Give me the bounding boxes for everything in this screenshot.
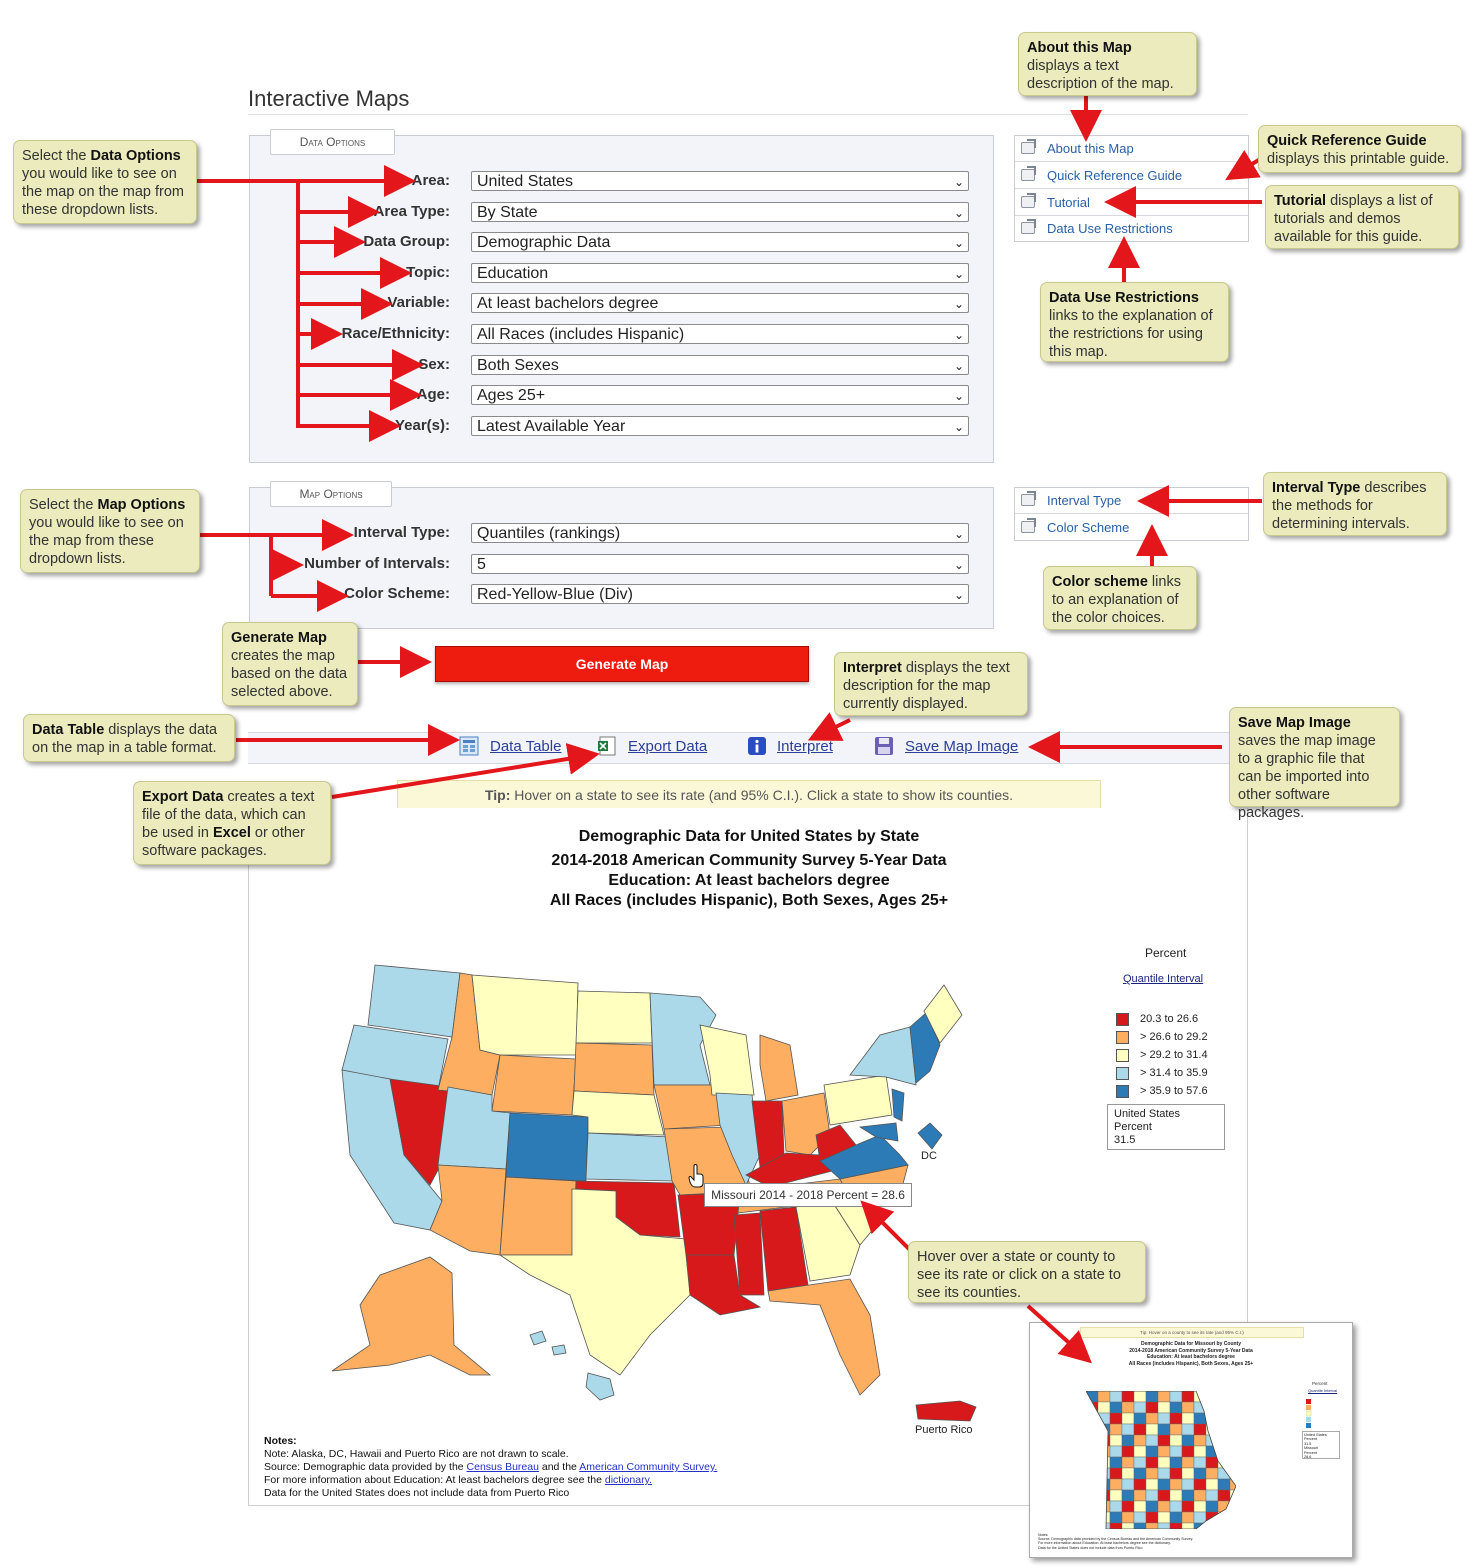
option-label: Sex:: [418, 355, 450, 373]
county-cell[interactable]: [1122, 1402, 1134, 1413]
county-cell[interactable]: [1218, 1490, 1230, 1501]
county-cell[interactable]: [1182, 1413, 1194, 1424]
callout-map-options: Select the Map Options you would like to see on the map from these dropdown lists.: [20, 489, 200, 573]
missouri-county-map[interactable]: [1086, 1391, 1236, 1529]
chevron-down-icon: ⌄: [953, 389, 964, 404]
map-options-legend: Map Options: [270, 481, 392, 507]
county-cell[interactable]: [1146, 1512, 1158, 1523]
share-icon: [1021, 169, 1035, 181]
county-cell[interactable]: [1182, 1446, 1194, 1457]
county-cell[interactable]: [1230, 1402, 1236, 1413]
census-bureau-link[interactable]: Census Bureau: [466, 1461, 539, 1473]
state-south-dakota: [574, 1043, 654, 1095]
callout-quick-reference: Quick Reference Guide displays this printable guide.: [1258, 125, 1462, 173]
county-cell[interactable]: [1206, 1435, 1218, 1446]
county-cell[interactable]: [1122, 1435, 1134, 1446]
county-cell[interactable]: [1194, 1512, 1206, 1523]
county-cell[interactable]: [1110, 1490, 1122, 1501]
county-cell[interactable]: [1134, 1402, 1146, 1413]
option-select[interactable]: At least bachelors degree ⌄: [471, 293, 969, 313]
county-cell[interactable]: [1182, 1512, 1194, 1523]
county-cell[interactable]: [1218, 1413, 1230, 1424]
option-select[interactable]: Red-Yellow-Blue (Div) ⌄: [471, 584, 969, 604]
share-icon: [1021, 196, 1035, 208]
county-cell[interactable]: [1110, 1446, 1122, 1457]
option-label: Race/Ethnicity:: [341, 325, 450, 342]
dictionary-link[interactable]: dictionary.: [604, 1474, 652, 1486]
option-label: Color Scheme:: [344, 585, 450, 602]
hand-cursor-icon: [688, 1164, 706, 1188]
county-cell[interactable]: [1182, 1435, 1194, 1446]
county-cell[interactable]: [1098, 1457, 1110, 1468]
county-cell[interactable]: [1110, 1468, 1122, 1479]
county-cell[interactable]: [1086, 1479, 1098, 1490]
county-cell[interactable]: [1110, 1523, 1122, 1529]
county-cell[interactable]: [1098, 1391, 1110, 1402]
county-cell[interactable]: [1230, 1424, 1236, 1435]
chevron-down-icon: ⌄: [953, 527, 964, 541]
county-cell[interactable]: [1218, 1424, 1230, 1435]
chevron-down-icon: ⌄: [953, 266, 964, 281]
callout-data-options: Select the Data Options you would like to see on the map on the map from these dropdown lists.: [13, 140, 197, 224]
county-cell[interactable]: [1146, 1402, 1158, 1413]
county-cell[interactable]: [1170, 1435, 1182, 1446]
map-title-line-4: All Races (includes Hispanic), Both Sexes, Ages 25+: [549, 892, 949, 909]
county-cell[interactable]: [1218, 1402, 1230, 1413]
county-cell[interactable]: [1122, 1501, 1134, 1512]
callout-data-use: Data Use Restrictions links to the explanation of the restrictions for using this map.: [1040, 282, 1229, 362]
county-cell[interactable]: [1158, 1523, 1170, 1529]
county-cell[interactable]: [1194, 1501, 1206, 1512]
option-label: Age:: [416, 386, 450, 404]
county-cell[interactable]: [1110, 1501, 1122, 1512]
data-links-box: [1014, 135, 1249, 242]
county-cell[interactable]: [1098, 1468, 1110, 1479]
county-cell[interactable]: [1158, 1402, 1170, 1413]
county-cell[interactable]: [1182, 1457, 1194, 1468]
option-select[interactable]: Education ⌄: [471, 263, 969, 283]
county-cell[interactable]: [1194, 1457, 1206, 1468]
county-cell[interactable]: [1182, 1402, 1194, 1413]
state-new-york: [850, 1027, 916, 1085]
data-table-link[interactable]: Data Table: [490, 738, 562, 755]
county-cell[interactable]: [1146, 1490, 1158, 1501]
county-cell[interactable]: [1146, 1391, 1158, 1402]
county-cell[interactable]: [1122, 1523, 1134, 1529]
county-cell[interactable]: [1170, 1523, 1182, 1529]
county-cell[interactable]: [1134, 1523, 1146, 1529]
county-cell[interactable]: [1158, 1490, 1170, 1501]
option-label: Area Type:: [373, 202, 450, 220]
county-cell[interactable]: [1230, 1435, 1236, 1446]
option-select[interactable]: United States ⌄: [471, 171, 969, 191]
county-cell[interactable]: [1230, 1512, 1236, 1523]
county-cell[interactable]: [1098, 1446, 1110, 1457]
county-cell[interactable]: [1110, 1424, 1122, 1435]
county-cell[interactable]: [1182, 1479, 1194, 1490]
map-title-line-1: Demographic Data for United States by State: [578, 828, 920, 845]
excel-icon[interactable]: [597, 736, 617, 756]
county-cell[interactable]: [1122, 1457, 1134, 1468]
data-options-legend: Data Options: [270, 129, 395, 155]
option-select[interactable]: Both Sexes ⌄: [471, 355, 969, 375]
table-icon[interactable]: [459, 736, 479, 756]
county-cell[interactable]: [1098, 1413, 1110, 1424]
county-cell[interactable]: [1158, 1512, 1170, 1523]
county-cell[interactable]: [1086, 1490, 1098, 1501]
state-dc: [918, 1123, 942, 1149]
share-icon: [1021, 142, 1035, 154]
county-cell[interactable]: [1086, 1457, 1098, 1468]
county-cell[interactable]: [1170, 1446, 1182, 1457]
county-cell[interactable]: [1230, 1468, 1236, 1479]
county-cell[interactable]: [1122, 1391, 1134, 1402]
option-label: Year(s):: [394, 416, 450, 434]
callout-generate-map: Generate Map creates the map based on the data selected above.: [222, 622, 358, 706]
callout-about-map: About this Map displays a text description of the map.: [1018, 32, 1197, 96]
county-cell[interactable]: [1134, 1512, 1146, 1523]
county-cell[interactable]: [1122, 1413, 1134, 1424]
county-cell[interactable]: [1146, 1435, 1158, 1446]
county-cell[interactable]: [1086, 1435, 1098, 1446]
county-cell[interactable]: [1122, 1468, 1134, 1479]
map-notes: Notes: Note: Alaska, DC, Hawaii and Puerto Rico are not drawn to scale. Source: Demographic data provided by the Census Bureau and the American Community Survey. For more information about Education: At least bachelors degree see the dictionary. Data for the United States does not include data from Puerto Rico: [264, 1435, 718, 1499]
county-cell[interactable]: [1146, 1413, 1158, 1424]
county-cell[interactable]: [1134, 1413, 1146, 1424]
county-cell[interactable]: [1230, 1413, 1236, 1424]
callout-interpret: Interpret displays the text description for the map currently displayed.: [834, 652, 1028, 716]
county-cell[interactable]: [1122, 1512, 1134, 1523]
county-cell[interactable]: [1194, 1468, 1206, 1479]
county-cell[interactable]: [1122, 1424, 1134, 1435]
state-new-jersey: [892, 1089, 904, 1121]
title-divider: [248, 114, 1248, 115]
state-michigan: [760, 1035, 798, 1101]
chevron-down-icon: ⌄: [953, 358, 964, 373]
county-cell[interactable]: [1170, 1391, 1182, 1402]
county-cell[interactable]: [1182, 1523, 1194, 1529]
tutorial-link[interactable]: Tutorial: [1015, 190, 1248, 216]
callout-color-scheme: Color scheme links to an explanation of the color choices.: [1043, 566, 1197, 630]
county-cell[interactable]: [1086, 1446, 1098, 1457]
county-cell[interactable]: [1086, 1424, 1098, 1435]
color-scheme-link[interactable]: Color Scheme: [1015, 515, 1248, 541]
state-arizona: [430, 1165, 506, 1255]
county-cell[interactable]: [1194, 1490, 1206, 1501]
legend-title: Percent: [1145, 946, 1187, 960]
county-cell[interactable]: [1170, 1490, 1182, 1501]
county-cell[interactable]: [1194, 1424, 1206, 1435]
option-label: Area:: [411, 172, 450, 189]
option-select[interactable]: Quantiles (rankings) ⌄: [471, 523, 969, 543]
county-cell[interactable]: [1146, 1468, 1158, 1479]
county-cell[interactable]: [1194, 1435, 1206, 1446]
legend-swatch: [1116, 1013, 1129, 1026]
state-montana: [472, 975, 578, 1055]
state-tooltip: Missouri 2014 - 2018 Percent = 28.6: [704, 1183, 912, 1207]
county-cell[interactable]: [1206, 1501, 1218, 1512]
county-cell[interactable]: [1230, 1457, 1236, 1468]
county-cell[interactable]: [1146, 1424, 1158, 1435]
map-title-line-2: 2014-2018 American Community Survey 5-Year Data: [551, 852, 947, 869]
chevron-down-icon: ⌄: [953, 328, 964, 342]
county-cell[interactable]: [1230, 1446, 1236, 1457]
chevron-down-icon: ⌄: [953, 297, 964, 312]
county-cell[interactable]: [1134, 1435, 1146, 1446]
county-cell[interactable]: [1182, 1391, 1194, 1402]
county-cell[interactable]: [1134, 1501, 1146, 1512]
share-icon: [1021, 521, 1035, 533]
county-cell[interactable]: [1134, 1391, 1146, 1402]
option-select[interactable]: All Races (includes Hispanic) ⌄: [471, 324, 969, 344]
legend-swatch: [1116, 1049, 1129, 1062]
info-icon[interactable]: [747, 736, 767, 756]
chevron-down-icon: ⌄: [953, 419, 964, 434]
county-cell[interactable]: [1158, 1413, 1170, 1424]
option-label: Topic:: [406, 263, 450, 281]
county-cell[interactable]: [1122, 1479, 1134, 1490]
county-cell[interactable]: [1134, 1479, 1146, 1490]
county-cell[interactable]: [1146, 1446, 1158, 1457]
county-cell[interactable]: [1086, 1391, 1098, 1402]
county-cell[interactable]: [1098, 1402, 1110, 1413]
legend-swatch: [1116, 1067, 1129, 1080]
state-kansas: [586, 1133, 672, 1181]
county-cell[interactable]: [1194, 1446, 1206, 1457]
county-cell[interactable]: [1182, 1490, 1194, 1501]
county-cell[interactable]: [1098, 1479, 1110, 1490]
county-cell[interactable]: [1230, 1391, 1236, 1402]
share-icon: [1021, 494, 1035, 506]
county-cell[interactable]: [1098, 1501, 1110, 1512]
county-cell[interactable]: [1158, 1468, 1170, 1479]
county-cell[interactable]: [1146, 1501, 1158, 1512]
county-cell[interactable]: [1086, 1468, 1098, 1479]
county-cell[interactable]: [1206, 1523, 1218, 1529]
county-cell[interactable]: [1134, 1490, 1146, 1501]
option-label: Data Group:: [363, 233, 450, 251]
missouri-county-thumbnail: Tip: Hover on a county to see its rate (and 95% C.I.) Demographic Data for Missouri by County 2014-2018 American Community Survey 5-Year Data Education: At least bachelors degree All Races (includes Hispanic), Both Sexes, Ages 25+ Percent Quantile Interval United States Percent 31.5 Missouri Percent 28.6 Notes: Source: Demographic data provided by the Census Bureau and the American Community Survey. For more information about Education: At least bachelors degree see the dictionary. Data for the United States does not include data from Puerto Rico: [1029, 1322, 1353, 1558]
county-cell[interactable]: [1218, 1446, 1230, 1457]
puerto-rico-label: Puerto Rico: [915, 1424, 973, 1436]
chevron-down-icon: ⌄: [953, 557, 964, 572]
thumbnail-title: Demographic Data for Missouri by County 2014-2018 American Community Survey 5-Year Data Education: At least bachelors degree All Races (includes Hispanic), Both Sexes, Ages 25+: [1128, 1341, 1254, 1367]
county-cell[interactable]: [1218, 1479, 1230, 1490]
callout-tutorial: Tutorial displays a list of tutorials and demos available for this guide.: [1265, 185, 1459, 249]
county-cell[interactable]: [1098, 1490, 1110, 1501]
county-cell[interactable]: [1122, 1490, 1134, 1501]
floppy-disk-icon[interactable]: [874, 736, 894, 756]
legend-swatch: [1116, 1085, 1129, 1098]
data-use-restrictions-link[interactable]: Data Use Restrictions: [1015, 216, 1248, 242]
county-cell[interactable]: [1206, 1413, 1218, 1424]
county-cell[interactable]: [1230, 1501, 1236, 1512]
county-cell[interactable]: [1218, 1457, 1230, 1468]
callout-save-image: Save Map Image saves the map image to a graphic file that can be imported into other software packages.: [1229, 707, 1400, 807]
county-cell[interactable]: [1206, 1457, 1218, 1468]
county-cell[interactable]: [1086, 1501, 1098, 1512]
county-cell[interactable]: [1170, 1501, 1182, 1512]
quick-reference-link[interactable]: Quick Reference Guide: [1015, 163, 1248, 189]
thumbnail-rate-box: United States Percent 31.5 Missouri Percent 28.6: [1302, 1431, 1340, 1459]
county-cell[interactable]: [1206, 1391, 1218, 1402]
callout-hover: Hover over a state or county to see its rate or click on a state to see its counties.: [908, 1241, 1146, 1303]
county-cell[interactable]: [1182, 1468, 1194, 1479]
county-cell[interactable]: [1134, 1446, 1146, 1457]
county-cell[interactable]: [1134, 1457, 1146, 1468]
chevron-down-icon: ⌄: [953, 205, 964, 220]
county-cell[interactable]: [1170, 1457, 1182, 1468]
county-cell[interactable]: [1218, 1391, 1230, 1402]
legend-swatch: [1116, 1031, 1129, 1044]
county-cell[interactable]: [1170, 1413, 1182, 1424]
county-cell[interactable]: [1206, 1468, 1218, 1479]
county-cell[interactable]: [1170, 1479, 1182, 1490]
county-cell[interactable]: [1158, 1457, 1170, 1468]
callout-data-table: Data Table displays the data on the map in a table format.: [23, 714, 235, 762]
chevron-down-icon: ⌄: [953, 588, 964, 602]
county-cell[interactable]: [1110, 1435, 1122, 1446]
county-cell[interactable]: [1122, 1446, 1134, 1457]
county-cell[interactable]: [1170, 1468, 1182, 1479]
option-label: Number of Intervals:: [304, 554, 450, 572]
state-wyoming: [492, 1055, 576, 1115]
page-title: Interactive Maps: [248, 86, 410, 111]
county-cell[interactable]: [1110, 1512, 1122, 1523]
save-map-image-link[interactable]: Save Map Image: [905, 738, 1019, 755]
county-cell[interactable]: [1206, 1479, 1218, 1490]
tip-bar: Tip: Hover on a state to see its rate (and 95% C.I.). Click a state to show its counties.: [397, 780, 1101, 810]
county-cell[interactable]: [1134, 1468, 1146, 1479]
county-cell[interactable]: [1110, 1391, 1122, 1402]
state-north-dakota: [576, 991, 652, 1043]
chevron-down-icon: ⌄: [953, 236, 964, 251]
state-alaska: [332, 1257, 490, 1375]
chevron-down-icon: ⌄: [953, 175, 964, 189]
option-select[interactable]: Demographic Data ⌄: [471, 232, 969, 252]
state-new-mexico: [500, 1177, 576, 1255]
county-cell[interactable]: [1146, 1479, 1158, 1490]
county-cell[interactable]: [1086, 1402, 1098, 1413]
county-cell[interactable]: [1182, 1501, 1194, 1512]
state-puerto-rico: [916, 1401, 976, 1421]
county-cell[interactable]: [1146, 1523, 1158, 1529]
generate-map-button[interactable]: Generate Map: [435, 646, 809, 682]
county-cell[interactable]: [1110, 1413, 1122, 1424]
state-pennsylvania: [824, 1075, 892, 1125]
county-cell[interactable]: [1098, 1523, 1110, 1529]
county-cell[interactable]: [1158, 1391, 1170, 1402]
county-cell[interactable]: [1194, 1413, 1206, 1424]
option-select[interactable]: 5 ⌄: [471, 554, 969, 574]
quantile-interval-link[interactable]: Quantile Interval: [1123, 973, 1204, 985]
county-cell[interactable]: [1182, 1424, 1194, 1435]
option-select[interactable]: By State ⌄: [471, 202, 969, 222]
county-cell[interactable]: [1110, 1402, 1122, 1413]
callout-interval-type: Interval Type describes the methods for determining intervals.: [1263, 472, 1447, 536]
county-cell[interactable]: [1206, 1490, 1218, 1501]
county-cell[interactable]: [1086, 1413, 1098, 1424]
county-cell[interactable]: [1170, 1402, 1182, 1413]
county-cell[interactable]: [1170, 1424, 1182, 1435]
county-cell[interactable]: [1158, 1424, 1170, 1435]
county-cell[interactable]: [1230, 1490, 1236, 1501]
county-cell[interactable]: [1110, 1457, 1122, 1468]
county-cell[interactable]: [1158, 1446, 1170, 1457]
county-cell[interactable]: [1146, 1457, 1158, 1468]
county-cell[interactable]: [1134, 1424, 1146, 1435]
thumbnail-notes: Notes: Source: Demographic data provided by the Census Bureau and the American Community Survey. For more information about Education: At least bachelors degree see the dictionary. Data for the United States does not include data from Puerto Rico: [1038, 1533, 1194, 1550]
acs-link[interactable]: American Community Survey.: [579, 1461, 718, 1473]
county-cell[interactable]: [1098, 1512, 1110, 1523]
state-washington: [368, 965, 460, 1037]
dc-label: DC: [921, 1150, 937, 1162]
export-data-link[interactable]: Export Data: [628, 738, 708, 755]
county-cell[interactable]: [1206, 1402, 1218, 1413]
option-select[interactable]: Latest Available Year ⌄: [471, 416, 969, 436]
us-rate-box: United States Percent 31.5: [1107, 1104, 1225, 1150]
county-cell[interactable]: [1218, 1435, 1230, 1446]
option-label: Variable:: [387, 294, 450, 312]
county-cell[interactable]: [1230, 1523, 1236, 1529]
county-cell[interactable]: [1086, 1512, 1098, 1523]
state-colorado: [506, 1113, 588, 1181]
county-cell[interactable]: [1194, 1479, 1206, 1490]
interpret-link[interactable]: Interpret: [777, 738, 833, 755]
county-cell[interactable]: [1218, 1523, 1230, 1529]
state-florida: [768, 1279, 880, 1395]
interval-type-link[interactable]: Interval Type: [1015, 488, 1248, 514]
county-cell[interactable]: [1086, 1523, 1098, 1529]
share-icon: [1021, 222, 1035, 234]
county-cell[interactable]: [1158, 1501, 1170, 1512]
county-cell[interactable]: [1170, 1512, 1182, 1523]
county-cell[interactable]: [1110, 1479, 1122, 1490]
option-select[interactable]: Ages 25+ ⌄: [471, 385, 969, 405]
callout-export-data: Export Data creates a text file of the data, which can be used in Excel or other software packages.: [133, 781, 331, 865]
about-map-link[interactable]: About this Map: [1015, 136, 1248, 162]
county-cell[interactable]: [1158, 1435, 1170, 1446]
option-label: Interval Type:: [353, 524, 450, 541]
map-links-box: [1014, 487, 1249, 541]
county-cell[interactable]: [1218, 1512, 1230, 1523]
county-cell[interactable]: [1158, 1479, 1170, 1490]
map-title-line-3: Education: At least bachelors degree: [608, 872, 890, 889]
